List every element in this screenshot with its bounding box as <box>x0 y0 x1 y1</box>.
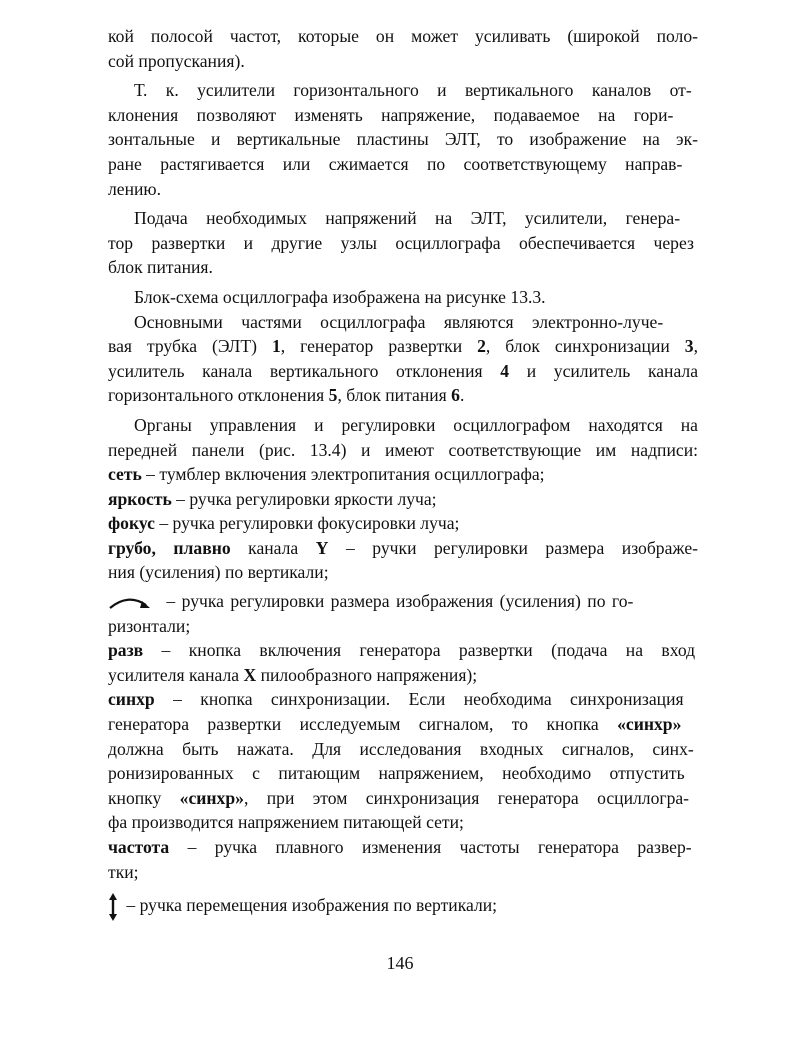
text-line <box>108 78 698 103</box>
text-line <box>108 177 698 202</box>
text-span: сой пропускания). <box>108 50 245 71</box>
control-desc: тки; <box>108 861 139 882</box>
text-line <box>108 761 698 786</box>
control-term: сеть <box>108 464 142 485</box>
text-span: усилитель канала вертикального отклонения 4 и усилитель канала <box>108 360 699 381</box>
text-span: Подача необходимых напряжений на ЭЛТ, усилители, генера- <box>134 208 681 229</box>
text-line <box>108 231 698 256</box>
text-line <box>108 310 698 335</box>
text-span: блок питания. <box>108 257 213 278</box>
vertical-shift-arrow-icon <box>108 892 118 922</box>
control-item-sinhr <box>108 687 698 712</box>
control-desc: должна быть нажата. Для исследования входных сигналов, синх- <box>108 738 694 759</box>
text-line <box>108 24 698 49</box>
control-desc: ния (усиления) по вертикали; <box>108 562 329 583</box>
channel-letter: X <box>243 664 257 685</box>
control-item-set <box>108 462 698 487</box>
control-desc: ризонтали; <box>108 615 191 636</box>
text-line <box>108 737 698 762</box>
part-number: 5 <box>328 385 338 406</box>
control-term: «синхр» <box>617 714 682 735</box>
control-term: яркость <box>108 488 172 509</box>
text-span: зонтальные и вертикальные пластины ЭЛТ, то изображение на эк- <box>108 129 698 150</box>
text-line <box>108 255 698 280</box>
text-span: передней панели (рис. 13.4) и имеют соответствующие им надписи: <box>108 439 698 460</box>
text-line <box>108 103 698 128</box>
part-number: 1 <box>271 336 281 357</box>
text-span: горизонтального отклонения 5, блок питания 6. <box>108 385 465 406</box>
control-desc: ронизированных с питающим напряжением, необходимо отпустить <box>108 763 685 784</box>
text-span: Блок-схема осциллографа изображена на рисунке 13.3. <box>134 286 546 307</box>
control-desc: – ручка регулировки фокусировки луча; <box>154 513 460 534</box>
control-desc: фа производится напряжением питающей сети; <box>108 812 464 833</box>
control-item-grubo: грубо, плавно канала Y – ручки регулировки размера изображе- <box>108 537 699 558</box>
control-desc: – ручка регулировки яркости луча; <box>171 488 437 509</box>
text-line <box>108 383 698 408</box>
horizontal-size-knob-icon <box>108 595 154 611</box>
text-line: генератора развертки исследуемым сигналом, то кнопка «синхр» <box>108 714 682 735</box>
channel-letter: Y <box>315 537 329 558</box>
control-desc: – ручки регулировки размера изображе- <box>328 537 699 558</box>
control-desc: – кнопка включения генератора развертки (подача на вход <box>143 640 696 661</box>
control-desc: – тумблер включения электропитания осциллографа; <box>141 464 545 485</box>
text-span: кой полосой частот, которые он может усиливать (широкой поло- <box>108 26 698 46</box>
control-item-vertical-shift <box>108 892 698 922</box>
control-item-yarkost <box>108 487 698 512</box>
text-span: вая трубка (ЭЛТ) 1, генератор развертки 2, блок синхронизации 3, <box>108 336 698 357</box>
text-line: усилителя канала X пилообразного напряжения); <box>108 664 478 685</box>
text-line <box>108 614 698 639</box>
text-line <box>108 359 698 384</box>
text-line <box>108 860 698 885</box>
control-item-razv <box>108 638 698 663</box>
part-number: 2 <box>477 336 486 357</box>
part-number: 3 <box>684 336 694 357</box>
part-number: 6 <box>451 385 460 406</box>
text-line <box>108 560 698 585</box>
page-text <box>108 24 698 922</box>
text-span: Т. к. усилители горизонтального и вертикального каналов от- <box>134 80 692 101</box>
control-desc: – кнопка синхронизации. Если необходима синхронизация <box>154 689 684 710</box>
text-span: ране растягивается или сжимается по соответствующему направ- <box>108 153 683 174</box>
control-term: частота <box>108 837 170 857</box>
control-item-horizontal <box>108 589 698 614</box>
text-line <box>108 810 698 835</box>
text-line <box>108 285 698 310</box>
control-term: синхр <box>108 689 155 710</box>
text-span: Органы управления и регулировки осциллографом находятся на <box>134 414 698 435</box>
text-line <box>108 438 698 463</box>
part-number: 4 <box>500 360 510 381</box>
control-desc: – ручка плавного изменения частоты генератора развер- <box>169 837 692 857</box>
text-span: лению. <box>108 178 161 199</box>
control-term: разв <box>108 640 144 661</box>
page-number: 146 <box>386 953 414 973</box>
control-item-chastota <box>108 835 698 860</box>
text-line <box>108 413 698 438</box>
control-term: грубо, плавно <box>108 537 231 558</box>
control-item-fokus <box>108 511 698 536</box>
control-term: «синхр» <box>179 787 244 808</box>
control-desc: – ручка регулировки размера изображения (усиления) по го- <box>160 591 634 612</box>
control-term: фокус <box>108 513 155 534</box>
text-span: клонения позволяют изменять напряжение, подаваемое на гори- <box>108 104 674 125</box>
text-line <box>108 152 698 177</box>
text-line <box>108 49 698 74</box>
text-span: тор развертки и другие узлы осциллографа обеспечивается через <box>108 232 694 253</box>
control-desc: – ручка перемещения изображения по вертикали; <box>122 895 498 916</box>
text-line <box>108 334 698 359</box>
text-line: кнопку «синхр», при этом синхронизация генератора осциллогра- <box>108 787 690 808</box>
text-line <box>108 206 698 231</box>
text-line <box>108 127 698 152</box>
text-span: Основными частями осциллографа являются электронно-луче- <box>134 311 664 332</box>
